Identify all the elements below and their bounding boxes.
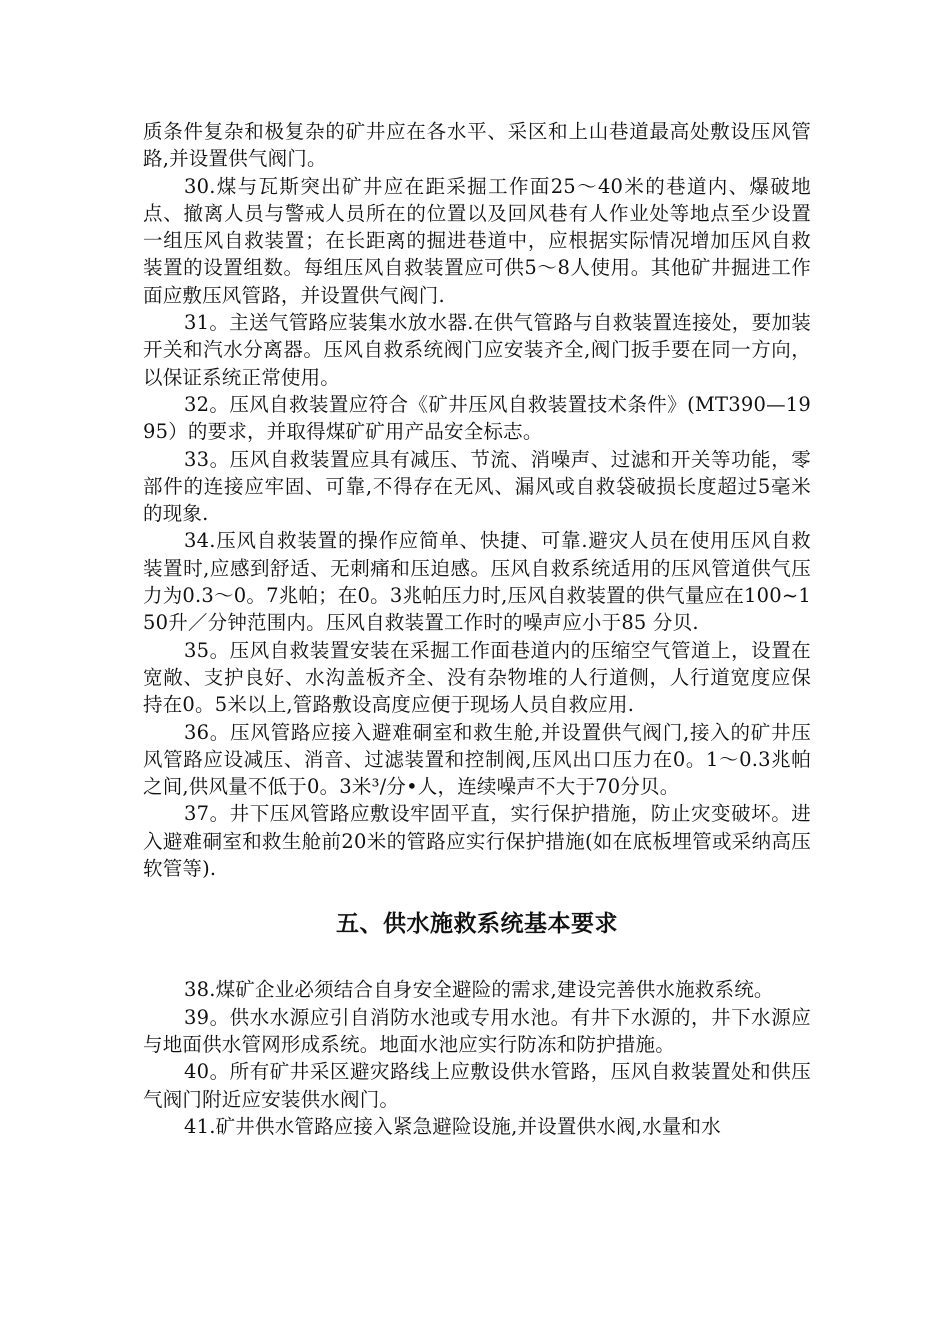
paragraph-item-35: 35。压风自救装置安装在采掘工作面巷道内的压缩空气管道上，设置在宽敞、支护良好、水沟盖板齐全、没有杂物堆的人行道侧，人行道宽度应保持在0。5米以上,管路敷设高度应便于现场人员自救应用. bbox=[143, 638, 811, 717]
paragraph-item-36: 36。压风管路应接入避难硐室和救生舱,并设置供气阀门,接入的矿井压风管路应设减压、消音、过滤装置和控制阀,压风出口压力在0。1～0.3兆帕之间,供风量不低于0。3米³/分•人，连续噪声不大于70分贝。 bbox=[143, 720, 811, 799]
paragraph-item-40: 40。所有矿井采区避灾路线上应敷设供水管路，压风自救装置处和供压气阀门附近应安装供水阀门。 bbox=[143, 1060, 811, 1111]
paragraph-item-30: 30.煤与瓦斯突出矿井应在距采掘工作面25～40米的巷道内、爆破地点、撤离人员与警戒人员所在的位置以及回风巷有人作业处等地点至少设置一组压风自救装置；在长距离的掘进巷道中，应根据实际情况增加压风自救装置的设置组数。每组压风自救装置应可供5～8人使用。其他矿井掘进工作面应敷压风管路，并设置供气阀门. bbox=[143, 174, 811, 307]
paragraph-item-41: 41.矿井供水管路应接入紧急避险设施,并设置供水阀,水量和水 bbox=[184, 1114, 721, 1138]
paragraph-item-34: 34.压风自救装置的操作应简单、快捷、可靠.避灾人员在使用压风自救装置时,应感到舒适、无刺痛和压迫感。压风自救系统适用的压风管道供气压力为0.3～0。7兆帕；在0。3兆帕压力时,压风自救装置的供气量应在100~150升／分钟范围内。压风自救装置工作时的噪声应小于85 分贝. bbox=[143, 529, 811, 635]
paragraph-item-31: 31。主送气管路应装集水放水器.在供气管路与自救装置连接处，要加装开关和汽水分离器。压风自救系统阀门应安装齐全,阀门扳手要在同一方向，以保证系统正常使用。 bbox=[143, 311, 811, 389]
paragraph-continued: 质条件复杂和极复杂的矿井应在各水平、采区和上山巷道最高处敷设压风管路,并设置供气阀门。 bbox=[143, 120, 811, 171]
paragraph-item-39: 39。供水水源应引自消防水池或专用水池。有井下水源的，井下水源应与地面供水管网形成系统。地面水池应实行防冻和防护措施。 bbox=[143, 1005, 811, 1056]
section-heading: 五、供水施救系统基本要求 bbox=[336, 910, 618, 938]
paragraph-item-38: 38.煤矿企业必须结合自身安全避险的需求,建设完善供水施救系统。 bbox=[184, 978, 774, 1002]
paragraph-item-32: 32。压风自救装置应符合《矿井压风自救装置技术条件》(MT390—1995）的要求，并取得煤矿矿用产品安全标志。 bbox=[143, 392, 811, 444]
document-page bbox=[143, 118, 811, 1140]
paragraph-item-33: 33。压风自救装置应具有减压、节流、消噪声、过滤和开关等功能，零部件的连接应牢固、可靠,不得存在无风、漏风或自救袋破损长度超过5毫米的现象. bbox=[143, 447, 811, 526]
paragraph-item-37: 37。井下压风管路应敷设牢固平直，实行保护措施，防止灾变破坏。进入避难硐室和救生舱前20米的管路应实行保护措施(如在底板埋管或采纳高压软管等). bbox=[143, 802, 811, 881]
